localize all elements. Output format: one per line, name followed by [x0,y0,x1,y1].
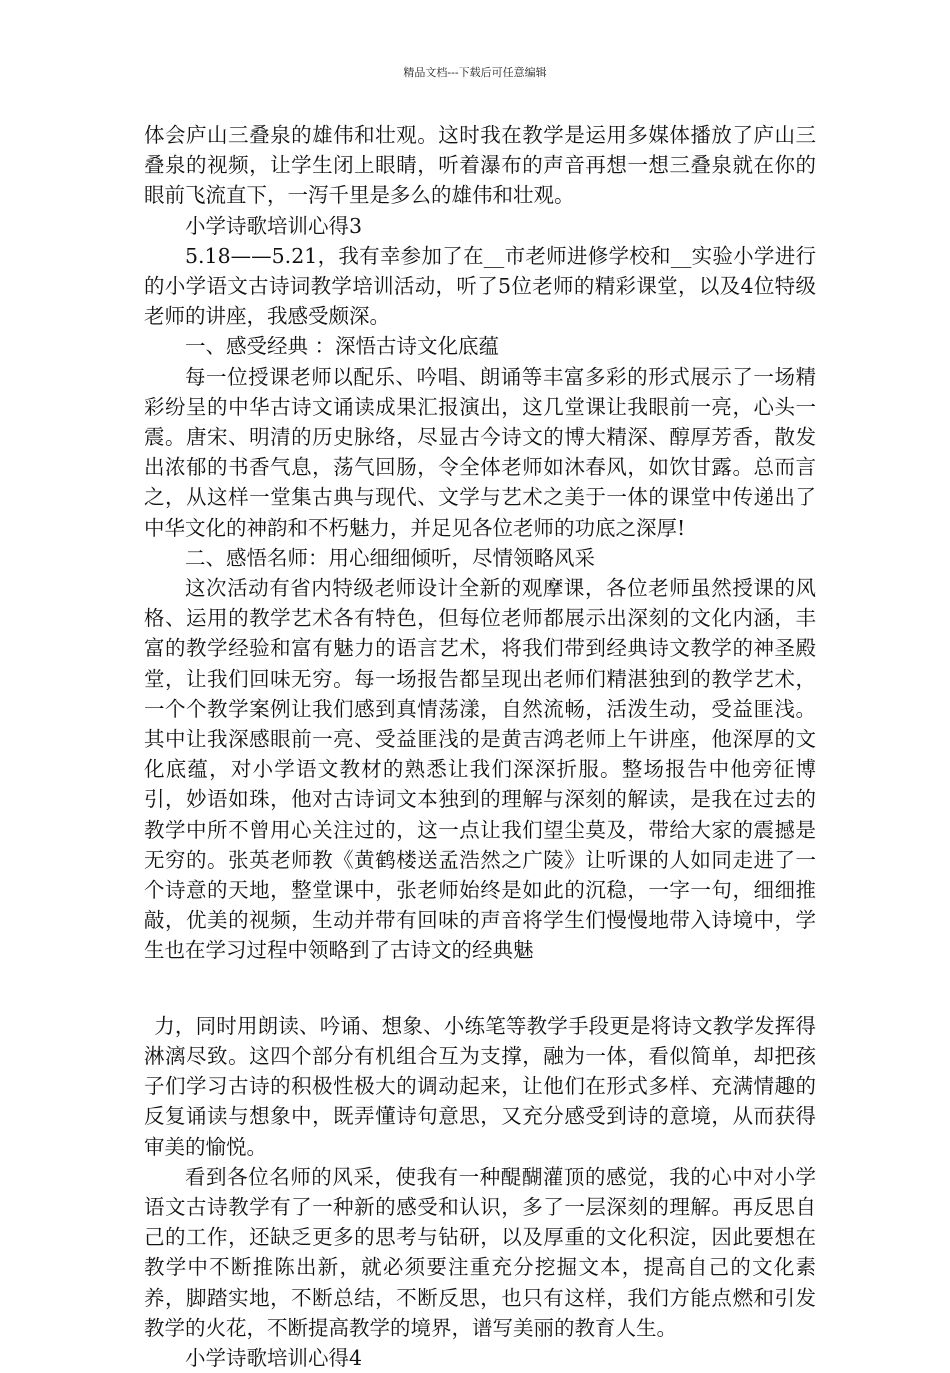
paragraph: 5.18——5.21，我有幸参加了在__市老师进修学校和__实验小学进行的小学语文古诗词教学培训活动，听了5位老师的精彩课堂，以及4位特级老师的讲座，我感受颇深。 [144,243,816,329]
paragraph: 每一位授课老师以配乐、吟唱、朗诵等丰富多彩的形式展示了一场精彩纷呈的中华古诗文诵读成果汇报演出，这几堂课让我眼前一亮，心头一震。唐宋、明清的历史脉络，尽显古今诗文的博大精深、醇厚芳香，散发出浓郁的书香气息，荡气回肠，令全体老师如沐春风，如饮甘露。总而言之，从这样一堂集古典与现代、文学与艺术之美于一体的课堂中传递出了中华文化的神韵和不朽魅力，并足见各位老师的功底之深厚! [144,364,816,540]
paragraph: 体会庐山三叠泉的雄伟和壮观。这时我在教学是运用多媒体播放了庐山三叠泉的视频，让学生闭上眼睛，听着瀑布的声音再想一想三叠泉就在你的眼前飞流直下，一泻千里是多么的雄伟和壮观。 [144,123,816,208]
section-heading: 二、感悟名师：用心细细倾听，尽情领略风采 [185,545,595,570]
paragraph: 看到各位名师的风采，使我有一种醍醐灌顶的感觉，我的心中对小学语文古诗教学有了一种新的感受和认识，多了一层深刻的理解。再反思自己的工作，还缺乏更多的思考与钻研，以及厚重的文化积淀，因此要想在教学中不断推陈出新，就必须要注重充分挖掘文本，提高自己的文化素养，脚踏实地，不断总结，不断反思，也只有这样，我们方能点燃和引发教学的火花，不断提高教学的境界，谱写美丽的教育人生。 [144,1164,816,1340]
page-header: 精品文档---下载后可任意编辑 [403,66,547,79]
document-body [144,120,816,1373]
paragraph: 力，同时用朗读、吟诵、想象、小练笔等教学手段更是将诗文教学发挥得淋漓尽致。这四个部分有机组合互为支撑，融为一体，看似简单，却把孩子们学习古诗的积极性极大的调动起来，让他们在形式多样、充满情趣的反复诵读与想象中，既弄懂诗句意思，又充分感受到诗的意境，从而获得审美的愉悦。 [144,1013,816,1159]
paragraph: 这次活动有省内特级老师设计全新的观摩课，各位老师虽然授课的风格、运用的教学艺术各有特色，但每位老师都展示出深刻的文化内涵，丰富的教学经验和富有魅力的语言艺术，将我们带到经典诗文教学的神圣殿堂，让我们回味无穷。每一场报告都呈现出老师们精湛独到的教学艺术，一个个教学案例让我们感到真情荡漾，自然流畅，活泼生动，受益匪浅。其中让我深感眼前一亮、受益匪浅的是黄吉鸿老师上午讲座，他深厚的文化底蕴，对小学语文教材的熟悉让我们深深折服。整场报告中他旁征博引，妙语如珠，他对古诗词文本独到的理解与深刻的解读，是我在过去的教学中所不曾用心关注过的，这一点让我们望尘莫及，带给大家的震撼是无穷的。张英老师教《黄鹤楼送孟浩然之广陵》让听课的人如同走进了一个诗意的天地，整堂课中，张老师始终是如此的沉稳，一字一句，细细推敲，优美的视频，生动并带有回味的声音将学生们慢慢地带入诗境中，学生也在学习过程中领略到了古诗文的经典魅 [144,576,816,963]
section-heading: 小学诗歌培训心得4 [185,1345,363,1370]
section-heading: 小学诗歌培训心得3 [185,213,363,238]
page-break-gap [144,966,816,1011]
section-heading: 一、感受经典 ：深悟古诗文化底蕴 [185,334,500,359]
